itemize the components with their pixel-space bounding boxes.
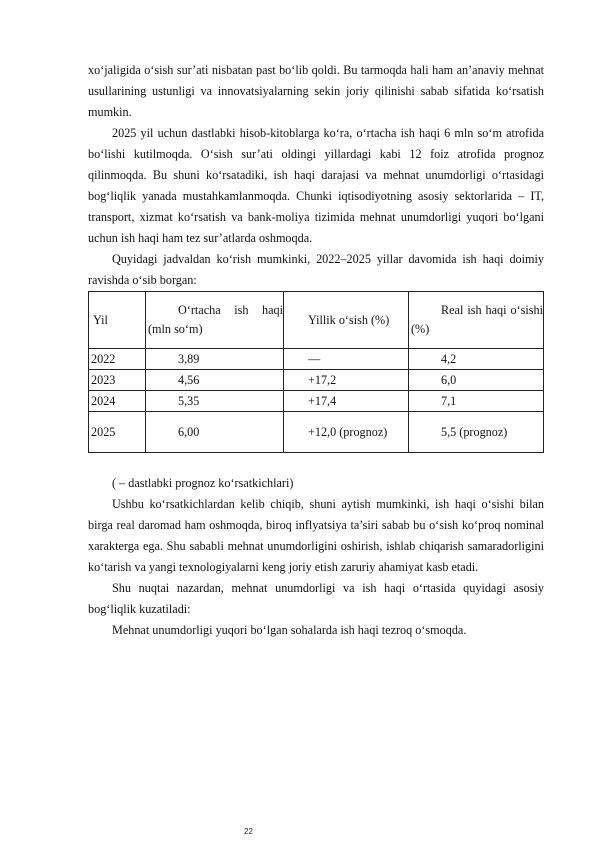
cell-growth <box>284 412 409 453</box>
paragraph-6: Mehnat unumdorligi yuqori bo‘lgan sohalarda ish haqi tezroq o‘smoqda. <box>112 623 467 637</box>
table-row <box>89 370 544 391</box>
cell-real <box>409 391 544 412</box>
cell-growth-value: +17,4 <box>308 394 337 408</box>
cell-real <box>409 349 544 370</box>
header-year <box>89 292 146 349</box>
cell-real <box>409 412 544 453</box>
cell-wage <box>146 391 284 412</box>
cell-wage-value: 3,89 <box>178 352 200 366</box>
paragraph-4: Ushbu ko‘rsatkichlardan kelib chiqib, shuni aytish mumkinki, ish haqi o‘sishi bilan birga real daromad ham oshmoqda, biroq inflyatsiya ta’siri sabab bu o‘sish ko‘proq nominal xarakterga ega. Shu sababli mehnat unumdorligini oshirish, ishlab chiqarish samaradorligini ko‘tarish va yangi texnologiyalarni keng joriy etish zaruriy ahamiyat kasb etadi. <box>88 497 544 574</box>
cell-growth-value: +17,2 <box>308 373 337 387</box>
cell-real-value: 6,0 <box>441 373 457 387</box>
cell-wage <box>146 412 284 453</box>
header-growth-label: Yillik o‘sish (%) <box>308 312 390 327</box>
table-header-row <box>89 292 544 349</box>
cell-growth <box>284 349 409 370</box>
cell-growth <box>284 370 409 391</box>
paragraph-1: xo‘jaligida o‘sish sur’ati nisbatan past bo‘lib qoldi. Bu tarmoqda hali ham an’anaviy mehnat usullarining ustunligi va innovatsiyalarning sekin joriy qilinishi sabab sifatida ko‘rsatish mumkin. <box>88 63 544 119</box>
table-note: ( – dastlabki prognoz ko‘rsatkichlari) <box>112 476 294 490</box>
cell-wage-value: 6,00 <box>178 425 200 439</box>
paragraph-5: Shu nuqtai nazardan, mehnat unumdorligi va ish haqi o‘rtasida quyidagi asosiy bog‘liqlik kuzatiladi: <box>88 581 544 616</box>
cell-year: 2024 <box>89 391 146 412</box>
header-year-label: Yil <box>93 312 108 327</box>
cell-real-value: 5,5 (prognoz) <box>441 425 508 439</box>
table-row <box>89 391 544 412</box>
page-content <box>88 60 544 641</box>
cell-real-value: 7,1 <box>441 394 457 408</box>
cell-year: 2022 <box>89 349 146 370</box>
header-wage-label: O‘rtacha ish haqi (mln so‘m) <box>148 303 283 336</box>
cell-real-value: 4,2 <box>441 352 457 366</box>
wage-table <box>88 291 544 453</box>
table-row <box>89 349 544 370</box>
page-number: 22 <box>244 827 253 836</box>
cell-year: 2023 <box>89 370 146 391</box>
table-row <box>89 412 544 453</box>
cell-growth-value: +12,0 (prognoz) <box>308 425 388 439</box>
cell-wage-value: 4,56 <box>178 373 200 387</box>
paragraph-2: 2025 yil uchun dastlabki hisob-kitoblarga ko‘ra, o‘rtacha ish haqi 6 mln so‘m atrofida bo‘lishi kutilmoqda. O‘sish sur’ati oldingi yillardagi kabi 12 foiz atrofida prognoz qilinmoqda. Bu shuni ko‘rsatadiki, ish haqi darajasi va mehnat unumdorligi o‘rtasidagi bog‘liqlik yanada mustahkamlanmoqda. Chunki iqtisodiyotning asosiy sektorlarida – IT, transport, xizmat ko‘rsatish va bank-moliya tizimida mehnat unumdorligi yuqori bo‘lgani uchun ish haqi ham tez sur’atlarda oshmoqda. <box>88 126 544 245</box>
cell-growth <box>284 391 409 412</box>
cell-year: 2025 <box>89 412 146 453</box>
header-real-label: Real ish haqi o‘sishi (%) <box>411 303 543 336</box>
header-real <box>409 292 544 349</box>
cell-growth-value: — <box>308 352 321 366</box>
cell-real <box>409 370 544 391</box>
cell-wage <box>146 349 284 370</box>
header-wage <box>146 292 284 349</box>
paragraph-3: Quyidagi jadvaldan ko‘rish mumkinki, 2022–2025 yillar davomida ish haqi doimiy ravishda o‘sib borgan: <box>88 252 544 287</box>
cell-wage <box>146 370 284 391</box>
header-growth <box>284 292 409 349</box>
cell-wage-value: 5,35 <box>178 394 200 408</box>
